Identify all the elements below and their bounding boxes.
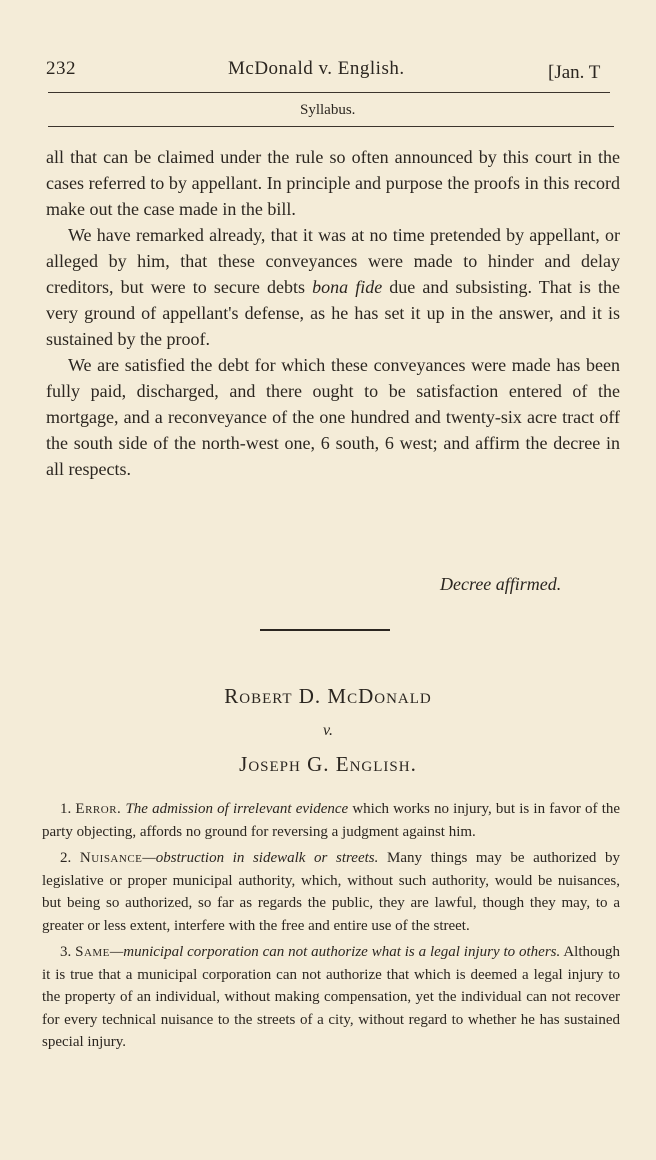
section-divider: [260, 629, 390, 631]
item-text: Although it is true that a municipal corporation can not authorize that which is deemed a legal injury to the property of an individual, without making compensation, yet the individual can not recover for every technical nuisance to the streets of a city, without regard to whether he has sustained special injury.: [42, 944, 620, 1050]
decree-affirmed: Decree affirmed.: [440, 574, 562, 594]
item-italic: —municipal corporation can not authorize what is a legal injury to others.: [109, 944, 561, 960]
syllabus-item-2: [42, 847, 620, 937]
item-number: 3.: [60, 944, 72, 960]
opinion-text: [46, 144, 620, 482]
section-label: Syllabus.: [300, 102, 356, 118]
paragraph-1: all that can be claimed under the rule so often announced by this court in the cases referred to by appellant. In principle and purpose the proofs in this record make out the case made in the bill.: [46, 147, 620, 219]
item-italic: —obstruction in sidewalk or streets.: [142, 850, 379, 866]
paragraph-2-b: due and subsisting. That is the very ground of appellant's defense, as he has set it up in the answer, and it is sustained by the proof.: [46, 277, 620, 349]
paragraph-2: [46, 222, 620, 352]
header-rule-top: [48, 92, 610, 93]
item-italic: The admission of irrelevant evidence: [125, 801, 349, 817]
item-number: 2.: [60, 850, 72, 866]
paragraph-3: We are satisfied the debt for which these conveyances were made has been fully paid, discharged, and there ought to be satisfaction entered of the mortgage, and a reconveyance of the one hundred and twenty-six acre tract off the south side of the north-west one, 6 south, 6 west; and affirm the decree in all respects.: [46, 355, 620, 479]
item-text: Many things may be authorized by legislative or proper municipal authority, which, without such authority, would be nuisances, but being so authorized, so far as regards the public, they are lawful, though they may, to a greater or less extent, interfere with the free and entire use of the street.: [42, 850, 621, 934]
syllabus-notes: [42, 798, 620, 1058]
page-number: 232: [46, 58, 76, 79]
item-number: 1.: [60, 801, 72, 817]
item-head: Nuisance: [79, 850, 143, 866]
term-label: [Jan. T: [548, 62, 601, 83]
paragraph-2-a: We have remarked already, that it was at no time pretended by appellant, or alleged by him, that these conveyances were made to hinder and delay creditors, but were to secure debts: [46, 225, 620, 297]
item-head: Error.: [75, 801, 122, 817]
case-party-2: Joseph G. English.: [239, 752, 417, 776]
case-versus: v.: [323, 722, 333, 739]
item-head: Same: [75, 944, 110, 960]
header-rule-bottom: [48, 126, 614, 127]
running-title: McDonald v. English.: [228, 58, 405, 79]
case-party-1: Robert D. McDonald: [224, 684, 432, 708]
syllabus-item-1: [42, 798, 620, 843]
bona-fide-text: bona fide: [312, 277, 383, 297]
syllabus-item-3: [42, 941, 620, 1054]
item-text: which works no injury, but is in favor of the party objecting, affords no ground for reversing a judgment against him.: [42, 801, 621, 840]
